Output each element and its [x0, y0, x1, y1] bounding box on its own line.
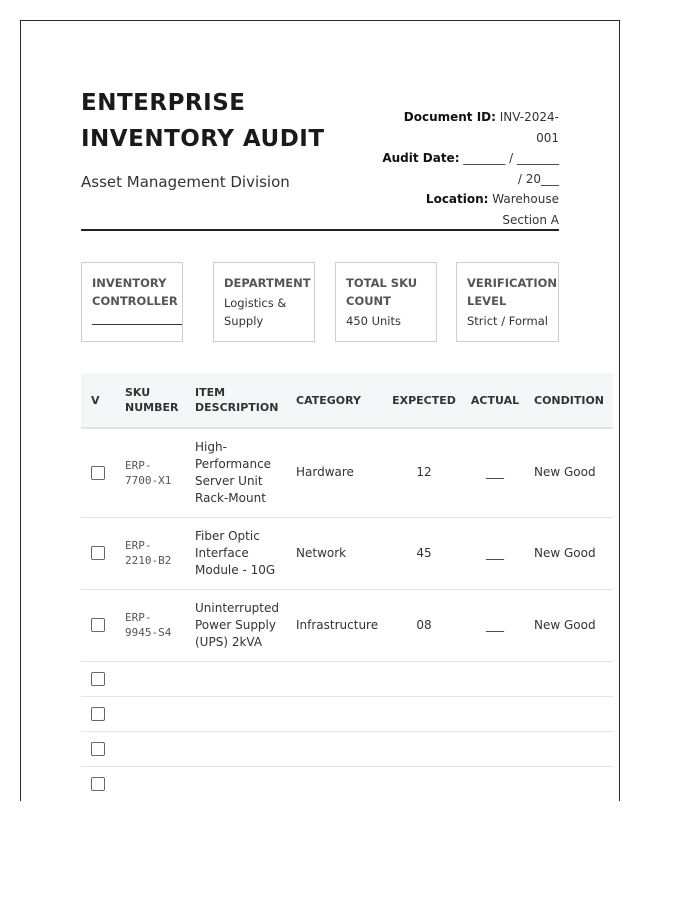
expected-cell: 12	[382, 428, 460, 517]
document-id-value: INV-2024-001	[499, 110, 559, 145]
empty-cell[interactable]	[286, 731, 382, 766]
controller-signature-line[interactable]	[92, 316, 182, 325]
row-checkbox[interactable]	[91, 742, 105, 756]
controller-label: INVENTORY CONTROLLER	[92, 276, 178, 308]
empty-cell[interactable]	[524, 661, 613, 696]
row-checkbox[interactable]	[91, 707, 105, 721]
expected-cell: 08	[382, 589, 460, 661]
condition-cell: New Good	[524, 589, 613, 661]
department-card	[213, 262, 315, 342]
inventory-table-wrap	[81, 373, 613, 801]
table-row	[81, 589, 613, 661]
empty-cell[interactable]	[460, 661, 524, 696]
sku-count-label: TOTAL SKU COUNT	[346, 276, 418, 308]
location-row	[381, 189, 559, 230]
document-meta	[381, 107, 559, 230]
actual-cell[interactable]: ___	[460, 589, 524, 661]
inventory-table	[81, 373, 613, 801]
location-value: Warehouse Section A	[492, 192, 559, 227]
verification-value: Strict / Formal	[467, 314, 548, 328]
empty-cell[interactable]	[286, 766, 382, 801]
empty-cell[interactable]	[115, 766, 185, 801]
row-checkbox[interactable]	[91, 546, 105, 560]
row-checkbox[interactable]	[91, 672, 105, 686]
header-divider	[81, 229, 559, 231]
empty-cell[interactable]	[382, 661, 460, 696]
department-label: DEPARTMENT	[224, 276, 311, 290]
description-cell: Fiber Optic Interface Module - 10G	[185, 517, 286, 589]
verification-card	[456, 262, 559, 342]
empty-table-row	[81, 731, 613, 766]
description-cell: High-Performance Server Unit Rack-Mount	[185, 428, 286, 517]
col-condition: CONDITION	[524, 373, 613, 428]
audit-date-year[interactable]: / 20___	[517, 171, 559, 186]
empty-cell[interactable]	[185, 661, 286, 696]
location-label: Location:	[425, 192, 489, 206]
col-item-description: ITEM DESCRIPTION	[185, 373, 286, 428]
empty-cell[interactable]	[382, 731, 460, 766]
empty-cell[interactable]	[185, 766, 286, 801]
category-cell: Network	[286, 517, 382, 589]
audit-date-row	[381, 148, 559, 169]
col-actual: ACTUAL	[460, 373, 524, 428]
table-header-row	[81, 373, 613, 428]
empty-cell[interactable]	[460, 696, 524, 731]
audit-date-blank[interactable]: _______ / _______	[463, 151, 559, 165]
department-value: Logistics & Supply	[224, 296, 287, 328]
row-checkbox[interactable]	[91, 777, 105, 791]
audit-date-label: Audit Date:	[382, 151, 460, 165]
sku-count-value: 450 Units	[346, 314, 402, 328]
sku-cell: ERP-7700-X1	[115, 428, 185, 517]
document-title: ENTERPRISE INVENTORY AUDIT	[81, 90, 325, 152]
actual-cell[interactable]: ___	[460, 517, 524, 589]
empty-cell[interactable]	[524, 696, 613, 731]
empty-table-row	[81, 766, 613, 801]
col-expected: EXPECTED	[382, 373, 460, 428]
row-checkbox[interactable]	[91, 618, 105, 632]
condition-cell: New Good	[524, 517, 613, 589]
document-id-row	[381, 107, 559, 148]
col-sku-number: SKU NUMBER	[115, 373, 185, 428]
empty-table-row	[81, 661, 613, 696]
actual-cell[interactable]: ___	[460, 428, 524, 517]
controller-card	[81, 262, 183, 342]
sku-count-card	[335, 262, 437, 342]
table-row	[81, 517, 613, 589]
document-id-label: Document ID:	[403, 110, 496, 124]
row-checkbox[interactable]	[91, 466, 105, 480]
col-verified: V	[81, 373, 115, 428]
empty-cell[interactable]	[115, 731, 185, 766]
col-category: CATEGORY	[286, 373, 382, 428]
verification-label: VERIFICATION LEVEL	[467, 276, 557, 308]
expected-cell: 45	[382, 517, 460, 589]
empty-cell[interactable]	[286, 696, 382, 731]
empty-cell[interactable]	[115, 696, 185, 731]
empty-cell[interactable]	[524, 731, 613, 766]
empty-cell[interactable]	[460, 731, 524, 766]
empty-cell[interactable]	[382, 696, 460, 731]
empty-table-row	[81, 696, 613, 731]
condition-cell: New Good	[524, 428, 613, 517]
sku-cell: ERP-2210-B2	[115, 517, 185, 589]
document-subtitle: Asset Management Division	[81, 173, 290, 191]
audit-sheet	[20, 20, 620, 801]
empty-cell[interactable]	[185, 696, 286, 731]
empty-cell[interactable]	[286, 661, 382, 696]
category-cell: Hardware	[286, 428, 382, 517]
empty-cell[interactable]	[382, 766, 460, 801]
empty-cell[interactable]	[115, 661, 185, 696]
empty-cell[interactable]	[185, 731, 286, 766]
sku-cell: ERP-9945-S4	[115, 589, 185, 661]
empty-cell[interactable]	[460, 766, 524, 801]
table-row	[81, 428, 613, 517]
empty-cell[interactable]	[524, 766, 613, 801]
category-cell: Infrastructure	[286, 589, 382, 661]
description-cell: Uninterrupted Power Supply (UPS) 2kVA	[185, 589, 286, 661]
